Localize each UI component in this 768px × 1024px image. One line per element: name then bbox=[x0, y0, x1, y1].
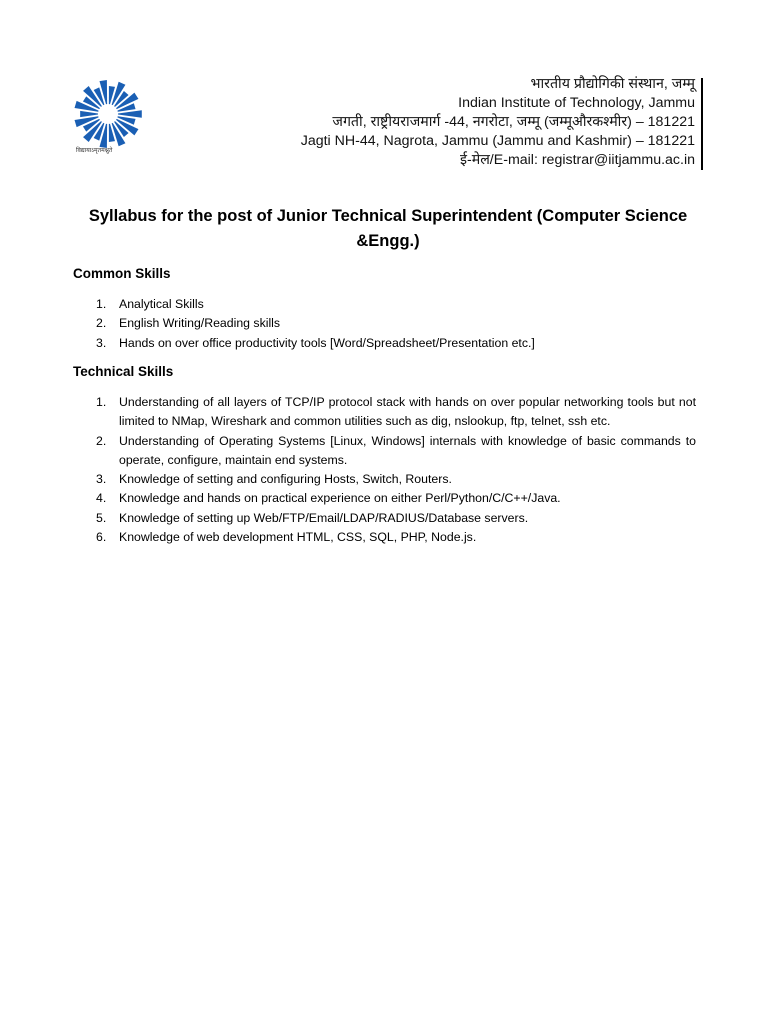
logo-ray bbox=[117, 103, 135, 112]
address-line-email: ई-मेल/E-mail: registrar@iitjammu.ac.in bbox=[460, 152, 695, 168]
address-divider bbox=[701, 78, 703, 170]
institute-address bbox=[301, 75, 695, 170]
list-item: 1. Analytical Skills bbox=[96, 297, 204, 311]
list-item: 1. Understanding of all layers of TCP/IP protocol stack with hands on over popular networking tools but not limited to NMap, Wireshark and common utilities such as dig, nslookup, ftp, telnet, ssh etc. bbox=[96, 395, 696, 429]
list-item: 2. Understanding of Operating Systems [Linux, Windows] internals with knowledge of basic commands to operate, configure, maintain end systems. bbox=[96, 433, 696, 467]
logo-ray bbox=[118, 110, 142, 117]
list-item: 6. Knowledge of web development HTML, CSS, SQL, PHP, Node.js. bbox=[96, 530, 477, 545]
address-line-hindi-name: भारतीय प्रौद्योगिकी संस्थान, जम्मू bbox=[530, 76, 695, 92]
logo-ray bbox=[117, 116, 135, 125]
list-item: 5. Knowledge of setting up Web/FTP/Email/LDAP/RADIUS/Database servers. bbox=[96, 510, 529, 525]
address-line-english-address: Jagti NH-44, Nagrota, Jammu (Jammu and Kashmir) – 181221 bbox=[300, 133, 695, 149]
logo-ray bbox=[80, 111, 98, 117]
section-heading-common-skills: Common Skills bbox=[73, 266, 171, 281]
list-item: 3. Knowledge of setting and configuring Hosts, Switch, Routers. bbox=[96, 472, 452, 487]
common-skills-list bbox=[96, 295, 696, 353]
list-item: 3. Hands on over office productivity tools [Word/Spreadsheet/Presentation etc.] bbox=[96, 335, 535, 350]
document-title: Syllabus for the post of Junior Technical Superintendent (Computer Science &Engg.) bbox=[88, 207, 688, 250]
list-item: 2. English Writing/Reading skills bbox=[96, 316, 281, 331]
address-line-hindi-address: जगती, राष्ट्रीयराजमार्ग -44, नगरोटा, जम्मू (जम्मूऔरकश्मीर) – 181221 bbox=[332, 114, 695, 130]
list-item: 4. Knowledge and hands on practical experience on either Perl/Python/C/C++/Java. bbox=[96, 491, 561, 506]
logo-center bbox=[100, 106, 116, 122]
technical-skills-list bbox=[96, 393, 696, 547]
logo-tagline: विद्यायाऽमृतमश्नुते bbox=[76, 147, 113, 154]
section-heading-technical-skills: Technical Skills bbox=[73, 364, 174, 379]
sunburst-logo-icon bbox=[64, 76, 152, 148]
address-line-english-name: Indian Institute of Technology, Jammu bbox=[458, 95, 695, 111]
